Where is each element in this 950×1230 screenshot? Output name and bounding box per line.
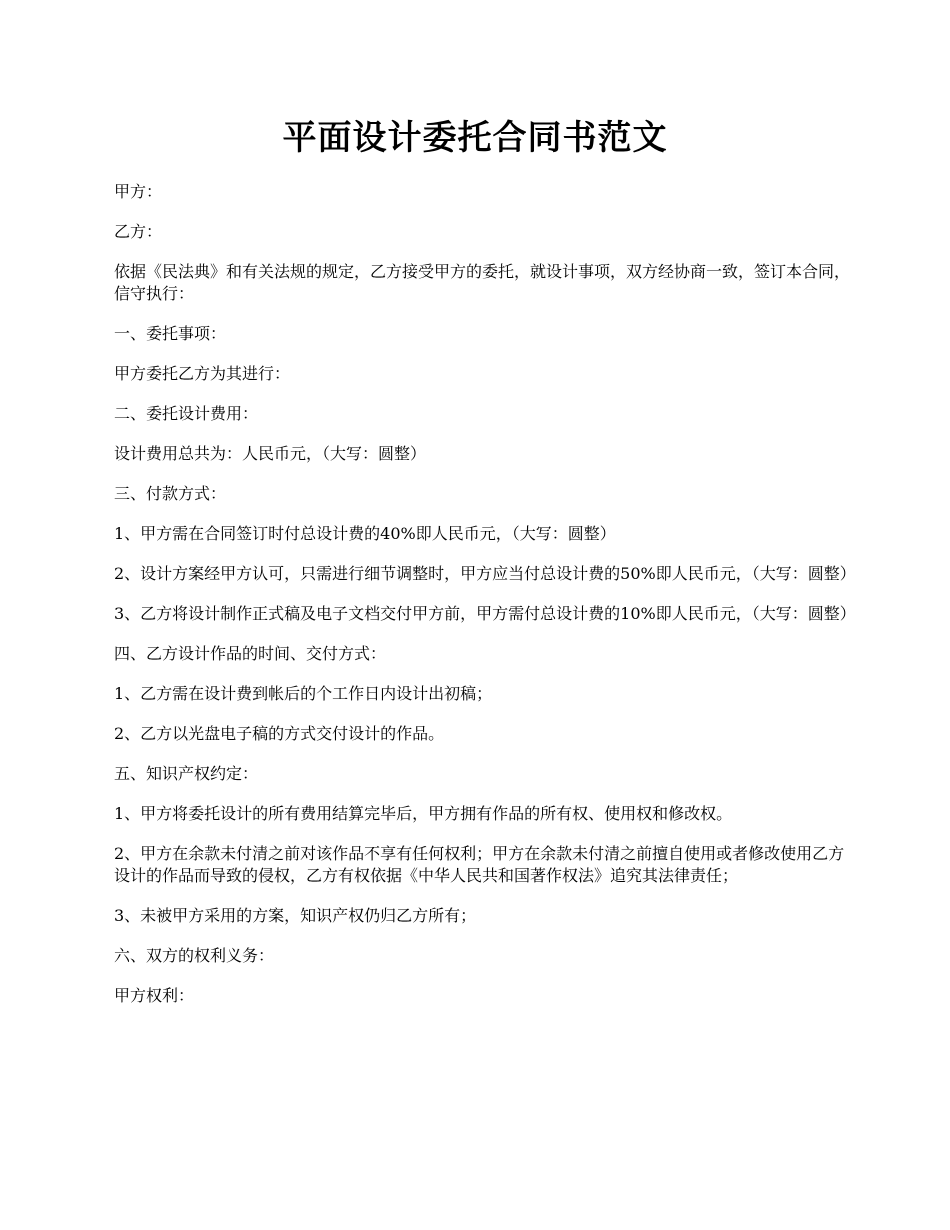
section-heading: 一、委托事项： bbox=[114, 324, 227, 343]
list-item: 1、甲方需在合同签订时付总设计费的40%即人民币元，（大写：圆整） bbox=[114, 524, 616, 543]
section-heading: 四、乙方设计作品的时间、交付方式： bbox=[114, 644, 387, 663]
party-a-line: 甲方： bbox=[114, 182, 163, 201]
paragraph: 设计费用总共为：人民币元，（大写：圆整） bbox=[114, 444, 427, 463]
paragraph: 甲方权利： bbox=[114, 986, 195, 1005]
list-item: 1、甲方将委托设计的所有费用结算完毕后，甲方拥有作品的所有权、使用权和修改权。 bbox=[114, 804, 733, 823]
paragraph: 甲方委托乙方为其进行： bbox=[114, 364, 291, 383]
document-title: 平面设计委托合同书范文 bbox=[282, 118, 668, 158]
section-heading: 六、双方的权利义务： bbox=[114, 946, 275, 965]
document-body bbox=[114, 181, 854, 1025]
section-heading: 五、知识产权约定： bbox=[114, 764, 259, 783]
preamble-paragraph: 依据《民法典》和有关法规的规定，乙方接受甲方的委托，就设计事项，双方经协商一致，签订本合同，信守执行： bbox=[114, 262, 851, 303]
list-item: 2、设计方案经甲方认可，只需进行细节调整时，甲方应当付总设计费的50%即人民币元，（大写：圆整） bbox=[114, 564, 856, 583]
list-item: 3、乙方将设计制作正式稿及电子文档交付甲方前，甲方需付总设计费的10%即人民币元，（大写：圆整） bbox=[114, 604, 856, 623]
list-item: 2、乙方以光盘电子稿的方式交付设计的作品。 bbox=[114, 724, 445, 743]
party-b-line: 乙方： bbox=[114, 222, 163, 241]
section-heading: 二、委托设计费用： bbox=[114, 404, 259, 423]
list-item: 2、甲方在余款未付清之前对该作品不享有任何权利；甲方在余款未付清之前擅自使用或者修改使用乙方设计的作品而导致的侵权，乙方有权依据《中华人民共和国著作权法》追究其法律责任； bbox=[114, 844, 845, 885]
list-item: 1、乙方需在设计费到帐后的个工作日内设计出初稿； bbox=[114, 684, 493, 703]
section-heading: 三、付款方式： bbox=[114, 484, 227, 503]
list-item: 3、未被甲方采用的方案，知识产权仍归乙方所有； bbox=[114, 906, 477, 925]
